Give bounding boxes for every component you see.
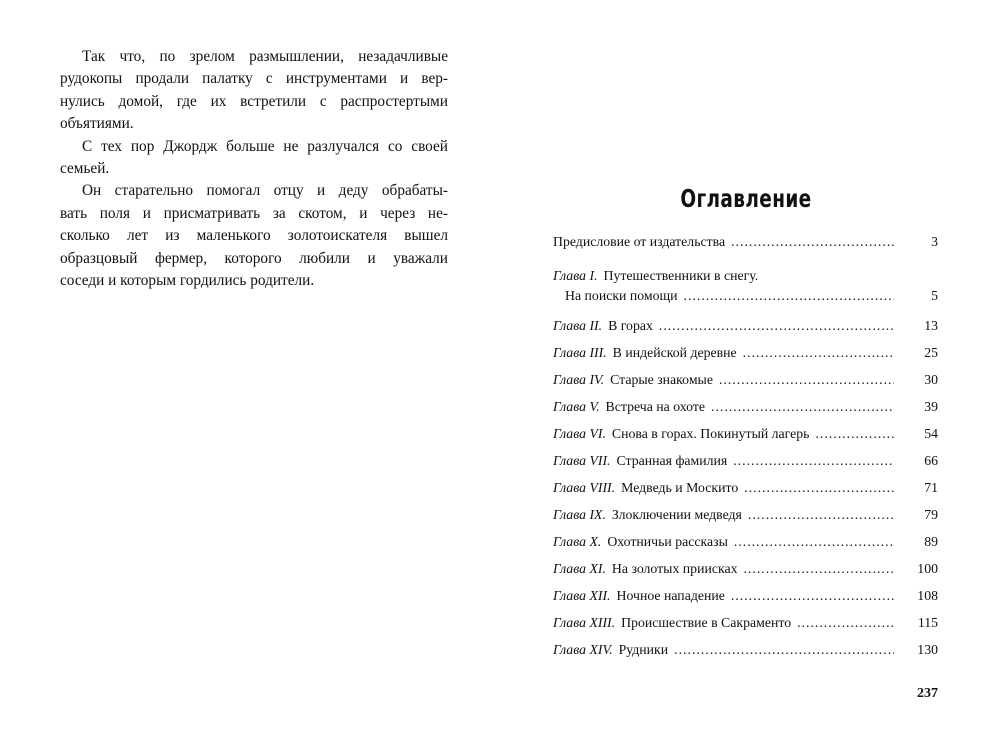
text-line: нулись домой, где их встретили с распростертыми [60,92,448,110]
toc-entry-title-continued: На поиски помощи [565,288,678,303]
text-line: объятиями. [60,115,134,133]
text-line: образцовый фермер, которого любили и уважали [60,249,448,267]
toc-chapter-label: Глава III. [553,345,607,360]
toc-entry-title: Старые знакомые [610,372,713,387]
toc-entry-title: Встреча на охоте [605,399,706,414]
toc-entry-title: Злоключении медведя [611,507,742,522]
text-line: рудокопы продали палатку с инструментами и вер- [60,70,448,88]
toc-leader-dots [684,286,894,306]
toc-leader-dots [743,343,894,363]
toc-leader-dots [815,424,894,444]
text-line: сколько лет из маленького золотоискателя вышел [60,227,448,245]
toc-entry[interactable] [553,559,938,586]
toc-entry[interactable] [553,613,938,640]
toc-leader-dots [734,532,894,552]
toc-entry[interactable] [553,266,938,316]
toc-entry-page: 5 [931,288,938,303]
toc-chapter-label: Глава VII. [553,453,611,468]
toc-entry-page: 54 [924,426,938,441]
toc-entry-preface[interactable] [553,232,938,266]
toc-chapter-label: Глава XII. [553,588,611,603]
toc-entry[interactable] [553,478,938,505]
toc-leader-dots [743,559,894,579]
toc-entry[interactable] [553,640,938,667]
toc-chapter-label: Глава XIII. [553,615,616,630]
toc-entry-title: Происшествие в Сакраменто [621,615,792,630]
text-line: С тех пор Джордж больше не разлучался со своей [82,137,448,155]
toc-entry-title: В индейской деревне [612,345,737,360]
text-line: Он старательно помогал отцу и деду обрабаты- [82,182,448,200]
toc-leader-dots [674,640,894,660]
toc-entry-page: 30 [924,372,938,387]
toc-entry-page: 13 [924,318,938,333]
toc-chapter-label: Глава II. [553,318,603,333]
toc-chapter-label: Глава X. [553,534,602,549]
toc-entry[interactable] [553,397,938,424]
toc-entry-title: Медведь и Москито [621,480,739,495]
toc-entry-title: В горах [608,318,653,333]
toc-entry-page: 71 [924,480,938,495]
toc-entry-title: Охотничьи рассказы [607,534,728,549]
toc-leader-dots [733,451,894,471]
toc-entry-page: 25 [924,345,938,360]
text-line: соседи и которым гордились родители. [60,272,315,290]
toc-entry-page: 89 [924,534,938,549]
toc-entry-title: Рудники [618,642,669,657]
toc-chapter-label: Глава XIV. [553,642,613,657]
toc-entry-title: Странная фамилия [616,453,728,468]
toc-entry-page: 39 [924,399,938,414]
toc-entry[interactable] [553,343,938,370]
toc-leader-dots [731,232,894,252]
toc-entry[interactable] [553,505,938,532]
toc-entry-title: Путешественники в снегу. [603,268,759,283]
toc-entry[interactable] [553,532,938,559]
text-line: семьей. [60,160,110,178]
toc-entry-title: На золотых приисках [611,561,738,576]
toc-chapter-label: Глава I. [553,268,598,283]
toc-entry-page: 79 [924,507,938,522]
toc-entry[interactable] [553,370,938,397]
toc-entry[interactable] [553,316,938,343]
toc-chapter-label: Глава IV. [553,372,605,387]
toc-entry[interactable] [553,586,938,613]
toc-chapter-label: Глава VIII. [553,480,616,495]
toc-leader-dots [797,613,894,633]
toc-chapter-label: Глава IX. [553,507,606,522]
toc-chapter-label: Глава XI. [553,561,606,576]
toc-title: Оглавление [680,184,812,213]
toc-entry-page: 115 [917,615,938,630]
text-line: вать поля и присматривать за скотом, и через не- [60,204,448,222]
toc-entry-page: 3 [931,234,938,249]
toc-entry[interactable] [553,451,938,478]
text-line: Так что, по зрелом размышлении, незадачливые [82,48,448,65]
toc-chapter-label: Глава VI. [553,426,606,441]
toc-entry-title: Ночное нападение [616,588,725,603]
toc-entry-title: Снова в горах. Покинутый лагерь [611,426,810,441]
toc-entry-page: 100 [917,561,938,576]
toc-entry-page: 108 [917,588,938,603]
toc-leader-dots [744,478,894,498]
toc-chapter-label: Глава V. [553,399,600,414]
toc-leader-dots [748,505,894,525]
table-of-contents [553,232,938,667]
toc-leader-dots [731,586,894,606]
toc-leader-dots [659,316,894,336]
left-page-text [60,46,448,292]
toc-leader-dots [711,397,894,417]
toc-leader-dots [719,370,894,390]
page-number: 237 [917,686,938,701]
toc-entry-page: 130 [917,642,938,657]
toc-entry-page: 66 [924,453,938,468]
toc-entry-title: Предисловие от издательства [553,234,726,249]
toc-entry[interactable] [553,424,938,451]
